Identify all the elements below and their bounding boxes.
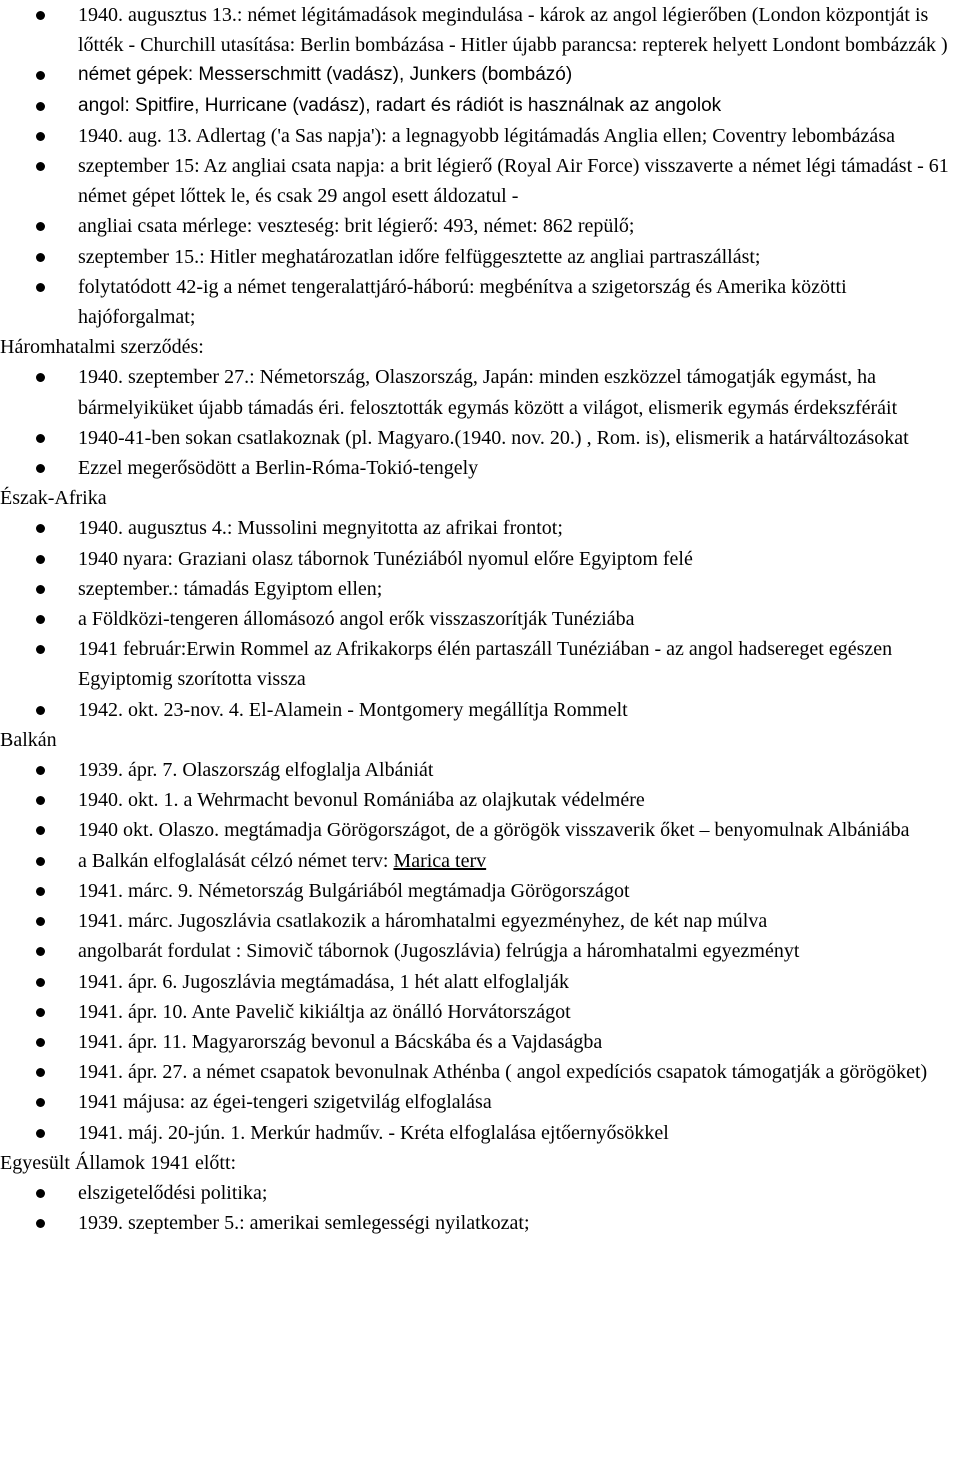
list-item [0,151,960,211]
marica-terv-link[interactable]: Marica terv [393,849,487,872]
list-item [0,272,960,332]
list-item-text: 1941. márc. 9. Németország Bulgáriából megtámadja Görögországot [78,879,630,902]
list-item-text: angliai csata mérlege: veszteség: brit légierő: 493, német: 862 repülő; [78,215,635,238]
list-item-text: 1939. szeptember 5.: amerikai semlegességi nyilatkozat; [78,1212,530,1235]
list-item-text: 1940. okt. 1. a Wehrmacht bevonul Romániába az olajkutak védelmére [78,789,645,812]
list-item [0,846,960,876]
bullet-icon [36,857,45,866]
list-item-text: szeptember 15: Az angliai csata napja: a brit légierő (Royal Air Force) visszaverte a német légi támadást - 61 német gépet lőttek le, és csak 29 angol esett áldozatul - [78,155,949,208]
list-item-text: 1940. szeptember 27.: Németország, Olaszország, Japán: minden eszközzel támogatják egymást, ha bármelyiküket újabb támadás éri. felosztották egymás között a világot, elismerik egymás érdekszféráit [78,366,898,419]
list-item-text: 1940. aug. 13. Adlertag ('a Sas napja'): a legnagyobb légitámadás Anglia ellen; Coventry lebombázása [78,124,895,147]
list-item-text: 1941 február:Erwin Rommel az Afrikakorps élén partaszáll Tunéziában - az angol hadsereget egészen Egyiptomig szorította vissza [78,638,893,691]
list-item [0,1118,960,1148]
bullet-icon [36,947,45,956]
bullet-icon [36,162,45,171]
list-item-text: 1941 májusa: az égei-tengeri szigetvilág elfoglalása [78,1091,492,1114]
bullet-icon [36,1129,45,1138]
list-item [0,604,960,634]
list-item-text: 1941. ápr. 6. Jugoszlávia megtámadása, 1 hét alatt elfoglalják [78,970,569,993]
bullet-icon [36,1068,45,1077]
list-item [0,1178,960,1208]
list-item [0,997,960,1027]
list-item [0,1027,960,1057]
list-item [0,423,960,453]
bullet-icon [36,555,45,564]
list-item-text: szeptember.: támadás Egyiptom ellen; [78,577,383,600]
list-item [0,755,960,785]
list-item [0,695,960,725]
list-item-text: 1942. okt. 23-nov. 4. El-Alamein - Montgomery megállítja Rommelt [78,698,628,721]
bullet-icon [36,645,45,654]
bullet-icon [36,766,45,775]
section-heading: Észak-Afrika [0,487,107,510]
bullet-icon [36,978,45,987]
list-item [0,936,960,966]
list-item-text: Ezzel megerősödött a Berlin-Róma-Tokió-tengely [78,457,479,480]
list-item [0,121,960,151]
bullet-icon [36,585,45,594]
list-item [0,362,960,422]
list-item [0,453,960,483]
section-heading: Balkán [0,728,57,751]
list-item-text: 1941. ápr. 27. a német csapatok bevonulnak Athénba ( angol expedíciós csapatok támogatják a görögöket) [78,1061,928,1084]
bullet-icon [36,71,45,80]
list-item [0,906,960,936]
list-item-text: 1941. márc. Jugoszlávia csatlakozik a háromhatalmi egyezményhez, de két nap múlva [78,910,768,933]
list-item-text: a Balkán elfoglalását célzó német terv: [78,849,394,872]
bullet-icon [36,706,45,715]
bullet-icon [36,1189,45,1198]
list-item [0,634,960,694]
section-heading: Háromhatalmi szerződés: [0,336,204,359]
list-item [0,0,960,60]
list-item-text: 1940 nyara: Graziani olasz tábornok Tunéziából nyomul előre Egyiptom felé [78,547,693,570]
list-item-text: 1940. augusztus 4.: Mussolini megnyitotta az afrikai frontot; [78,517,563,540]
list-item-text: angol: Spitfire, Hurricane (vadász), radart és rádiót is használnak az angolok [78,94,722,116]
list-item [0,785,960,815]
list-item-text: 1941. máj. 20-jún. 1. Merkúr hadműv. - Kréta elfoglalása ejtőernyősökkel [78,1121,669,1144]
bullet-icon [36,222,45,231]
bullet-icon [36,11,45,20]
list-item-text: elszigetelődési politika; [78,1181,268,1204]
bullet-icon [36,917,45,926]
list-item [0,242,960,272]
list-item-text: a Földközi-tengeren állomásozó angol erők visszaszorítják Tunéziába [78,608,635,631]
section-heading: Egyesült Államok 1941 előtt: [0,1151,237,1174]
list-item-text: német gépek: Messerschmitt (vadász), Junkers (bombázó) [78,64,573,86]
bullet-icon [36,1219,45,1228]
list-item [0,574,960,604]
bullet-icon [36,102,45,111]
list-item-text: 1940-41-ben sokan csatlakoznak (pl. Magyaro.(1940. nov. 20.) , Rom. is), elismerik a határváltozásokat [78,426,909,449]
bullet-icon [36,464,45,473]
bullet-icon [36,434,45,443]
list-item [0,544,960,574]
bullet-icon [36,1098,45,1107]
list-item [0,815,960,845]
bullet-icon [36,253,45,262]
list-item [0,60,960,90]
list-item-text: 1941. ápr. 11. Magyarország bevonul a Bácskába és a Vajdaságba [78,1030,603,1053]
list-item [0,876,960,906]
bullet-icon [36,1038,45,1047]
list-item-text: szeptember 15.: Hitler meghatározatlan időre felfüggesztette az angliai partraszállást; [78,245,761,268]
list-item-text: 1939. ápr. 7. Olaszország elfoglalja Albániát [78,759,434,782]
list-item-text: 1940 okt. Olaszo. megtámadja Görögországot, de a görögök visszaverik őket – benyomulnak Albániába [78,819,910,842]
bullet-icon [36,887,45,896]
list-item-text: 1941. ápr. 10. Ante Pavelič kikiáltja az önálló Horvátországot [78,1000,571,1023]
bullet-icon [36,615,45,624]
list-item [0,967,960,997]
list-item [0,1057,960,1087]
list-item [0,513,960,543]
list-item-text: folytatódott 42-ig a német tengeralattjáró-háború: megbénítva a szigetország és Amerika közötti hajóforgalmat; [78,275,847,329]
bullet-icon [36,796,45,805]
list-item-text: angolbarát fordulat : Simovič tábornok (Jugoszlávia) felrúgja a háromhatalmi egyezményt [78,940,800,963]
bullet-icon [36,524,45,533]
bullet-icon [36,283,45,292]
bullet-icon [36,373,45,382]
list-item [0,1087,960,1117]
bullet-icon [36,1008,45,1017]
list-item [0,211,960,241]
bullet-icon [36,826,45,835]
list-item-text: 1940. augusztus 13.: német légitámadások megindulása - károk az angol légierőben (London központját is lőtték - Churchill utasítása: Berlin bombázása - Hitler újabb parancsa: repterek helyett Londont bombázzák ) [78,4,948,57]
bullet-icon [36,132,45,141]
list-item [0,91,960,121]
list-item [0,1208,960,1238]
